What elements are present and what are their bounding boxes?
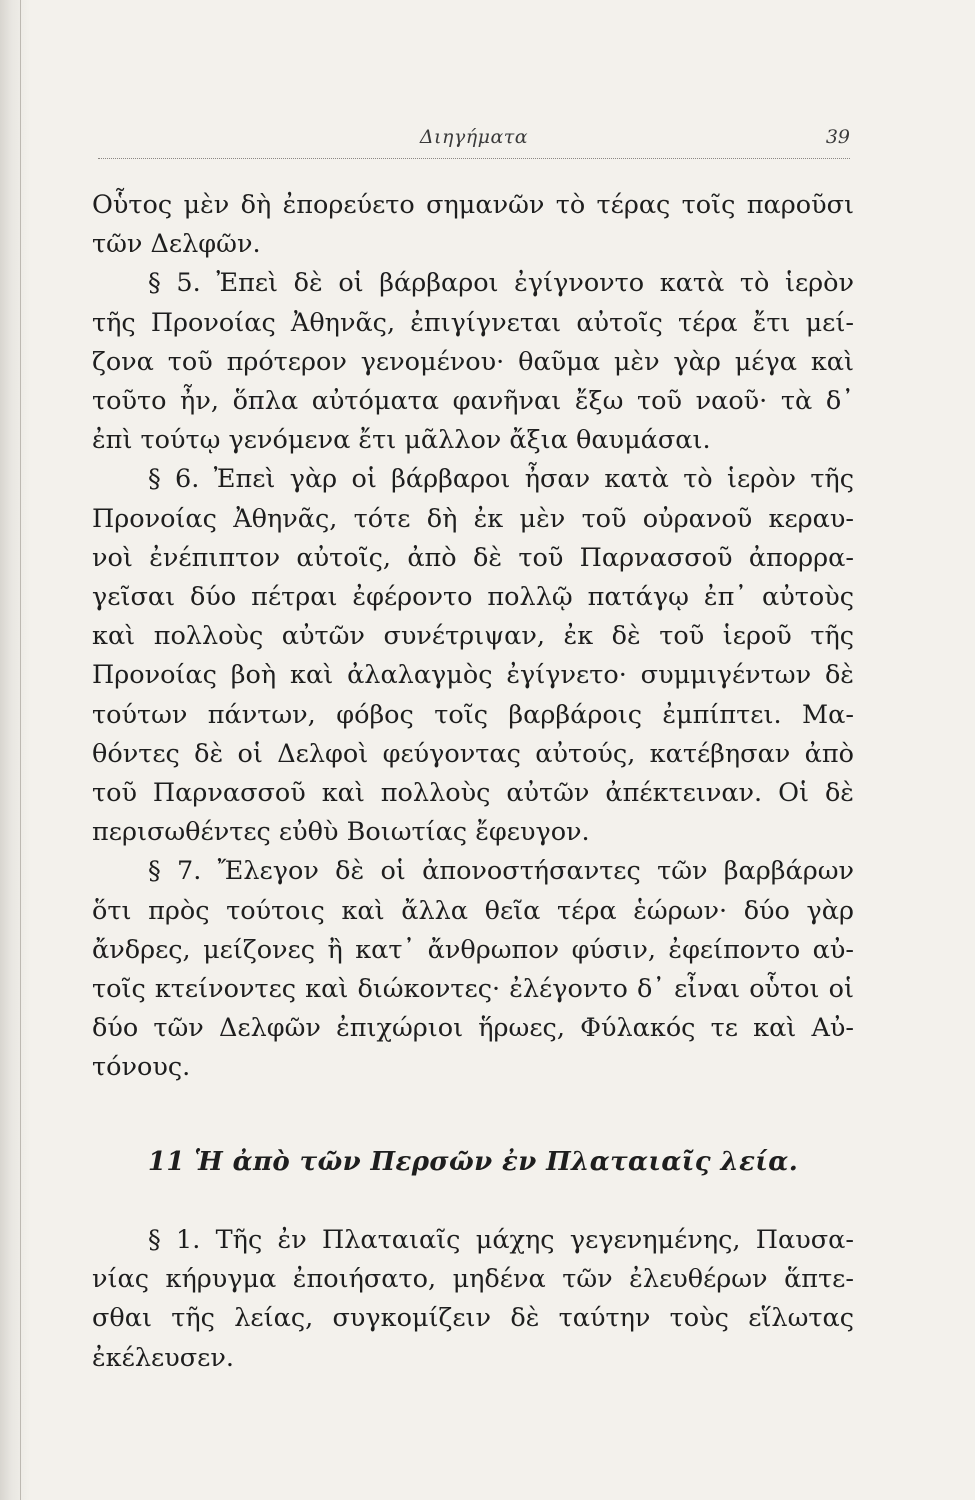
text-line: νοὶ ἐνέπιπτον αὐτοῖς, ἀπὸ δὲ τοῦ Παρνασσοῦ ἀπορρα-: [92, 542, 854, 573]
text-line: σθαι τῆς λείας, συγκομίζειν δὲ ταύτην τοὺς εἵλωτας: [92, 1303, 854, 1334]
text-line: ἐπὶ τούτῳ γενόμενα ἔτι μᾶλλον ἄξια θαυμάσαι.: [92, 425, 711, 456]
text-line: γεῖσαι δύο πέτραι ἐφέροντο πολλῷ πατάγῳ ἐπ᾽ αὐτοὺς: [92, 582, 854, 613]
text-line: ζονα τοῦ πρότερον γενομένου· θαῦμα μὲν γὰρ μέγα καὶ: [92, 346, 854, 377]
book-spine-edge: [20, 0, 21, 1500]
text-line: § 5. Ἐπεὶ δὲ οἱ βάρβαροι ἐγίγνοντο κατὰ τὸ ἱερὸν: [148, 268, 854, 299]
page-header: [98, 126, 850, 159]
text-line: ἐκέλευσεν.: [92, 1342, 234, 1373]
text-line: νίας κήρυγμα ἐποιήσατο, μηδένα τῶν ἐλευθέρων ἅπτε-: [92, 1264, 854, 1295]
text-line: θόντες δὲ οἱ Δελφοὶ φεύγοντας αὐτούς, κατέβησαν ἀπὸ: [92, 738, 854, 769]
body-text-section-11: [92, 1221, 854, 1378]
text-line: § 1. Τῆς ἐν Πλαταιαῖς μάχης γεγενημένης, Παυσα-: [148, 1225, 854, 1255]
text-line: τῶν Δελφῶν.: [92, 229, 261, 260]
text-line: τῆς Προνοίας Ἀθηνᾶς, ἐπιγίγνεται αὐτοῖς τέρα ἔτι μεί-: [92, 307, 854, 338]
text-line: Προνοίας βοὴ καὶ ἀλαλαγμὸς ἐγίγνετο· συμμιγέντων δὲ: [92, 660, 854, 691]
text-line: ἄνδρες, μείζονες ἢ κατ᾽ ἄνθρωπον φύσιν, ἐφείποντο αὐ-: [92, 934, 854, 965]
text-line: τοῖς κτείνοντες καὶ διώκοντες· ἐλέγοντο δ᾽ εἶναι οὗτοι οἱ: [92, 974, 854, 1005]
section-heading: 11 Ἡ ἀπὸ τῶν Περσῶν ἐν Πλαταιαῖς λεία.: [147, 1147, 799, 1177]
text-line: δύο τῶν Δελφῶν ἐπιχώριοι ἥρωες, Φύλακός τε καὶ Αὐ-: [92, 1013, 854, 1044]
text-line: τούτων πάντων, φόβος τοῖς βαρβάροις ἐμπίπτει. Μα-: [92, 699, 854, 730]
text-line: καὶ πολλοὺς αὐτῶν συνέτριψαν, ἐκ δὲ τοῦ ἱεροῦ τῆς: [92, 621, 854, 652]
text-line: τοῦτο ἦν, ὅπλα αὐτόματα φανῆναι ἔξω τοῦ ναοῦ· τὰ δ᾽: [92, 386, 854, 417]
running-title: Διηγήματα: [419, 126, 529, 148]
text-line: Οὗτος μὲν δὴ ἐπορεύετο σημανῶν τὸ τέρας τοῖς παροῦσι: [92, 190, 854, 220]
text-line: § 7. Ἔλεγον δὲ οἱ ἀπονοστήσαντες τῶν βαρβάρων: [148, 856, 854, 887]
page-number: 39: [825, 126, 850, 148]
book-spine-shadow: [0, 0, 30, 1500]
body-text: [92, 186, 854, 1088]
text-line: τόνους.: [92, 1052, 191, 1083]
text-line: τοῦ Παρνασσοῦ καὶ πολλοὺς αὐτῶν ἀπέκτειναν. Οἱ δὲ: [92, 778, 854, 809]
text-line: § 6. Ἐπεὶ γὰρ οἱ βάρβαροι ἦσαν κατὰ τὸ ἱερὸν τῆς: [148, 464, 854, 495]
text-line: ὅτι πρὸς τούτοις καὶ ἄλλα θεῖα τέρα ἑώρων· δύο γὰρ: [92, 895, 854, 926]
text-line: Προνοίας Ἀθηνᾶς, τότε δὴ ἐκ μὲν τοῦ οὐρανοῦ κεραυ-: [92, 503, 854, 534]
text-line: περισωθέντες εὐθὺ Βοιωτίας ἔφευγον.: [92, 817, 590, 848]
